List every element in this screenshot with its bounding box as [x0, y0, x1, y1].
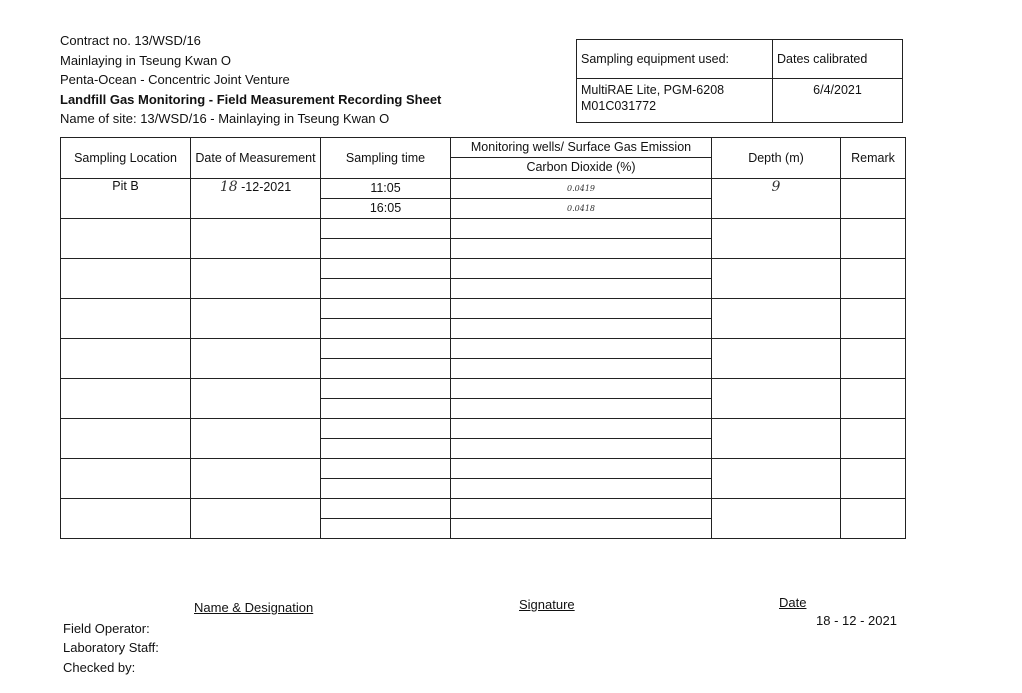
cell-time: [321, 499, 451, 539]
cell-co2: [451, 219, 712, 259]
cell-remark: [841, 219, 906, 259]
cell-co2-1: [451, 339, 711, 359]
table-row: [61, 299, 906, 339]
signature-heading: Signature: [519, 597, 575, 612]
cell-date: [191, 499, 321, 539]
equipment-model-cell: [577, 79, 773, 123]
contractor-name: Penta-Ocean - Concentric Joint Venture: [60, 72, 290, 87]
header-depth: Depth (m): [712, 138, 841, 179]
cell-remark: [841, 179, 906, 219]
cell-time: [321, 299, 451, 339]
date-heading: Date: [779, 595, 807, 610]
cell-date: [191, 299, 321, 339]
cell-time-2: [321, 519, 450, 538]
cell-time: [321, 219, 451, 259]
cell-time-1: [321, 379, 450, 399]
table-row: [61, 459, 906, 499]
cell-date-rest: -12-2021: [241, 180, 292, 194]
cell-co2-2: [451, 519, 711, 538]
cell-date: [191, 179, 321, 219]
cell-co2-1: [451, 379, 711, 399]
equipment-table: [576, 39, 903, 123]
cell-depth: [712, 219, 841, 259]
table-row: [61, 499, 906, 539]
footer-date-value: 18 - 12 - 2021: [816, 613, 897, 628]
cell-location: [61, 299, 191, 339]
header-sampling-location: Sampling Location: [61, 138, 191, 179]
equipment-serial: M01C031772: [581, 99, 657, 113]
laboratory-staff-label: Laboratory Staff:: [63, 640, 159, 655]
table-row: [61, 219, 906, 259]
cell-time-1: [321, 499, 450, 519]
cell-date: [191, 339, 321, 379]
cell-location: [61, 459, 191, 499]
cell-time: [321, 339, 451, 379]
header-date-of-measurement: Date of Measurement: [191, 138, 321, 179]
header-monitoring-wells: Monitoring wells/ Surface Gas Emission: [470, 140, 692, 154]
field-operator-label: Field Operator:: [63, 621, 150, 636]
cell-co2-2: 0.0418: [567, 204, 595, 213]
measurement-table: [60, 137, 906, 539]
cell-time-1: [321, 299, 450, 319]
cell-date: [191, 259, 321, 299]
cell-co2-2: [451, 439, 711, 458]
cell-depth: 9: [712, 179, 841, 219]
cell-time-2: [321, 399, 450, 418]
cell-co2-1: [451, 259, 711, 279]
cell-time: [321, 459, 451, 499]
cell-co2: [451, 499, 712, 539]
document-header: [60, 31, 441, 129]
cell-co2-2: [451, 319, 711, 338]
cell-time-2: [321, 479, 450, 498]
cell-depth: [712, 259, 841, 299]
cell-time-2: [321, 359, 450, 378]
calibration-date: 6/4/2021: [773, 79, 903, 123]
cell-location: [61, 419, 191, 459]
cell-time: [321, 179, 451, 219]
cell-remark: [841, 299, 906, 339]
cell-co2-2: [451, 239, 711, 258]
cell-depth: [712, 339, 841, 379]
cell-co2-2: [451, 359, 711, 378]
cell-remark: [841, 459, 906, 499]
table-row: [61, 379, 906, 419]
project-name: Mainlaying in Tseung Kwan O: [60, 52, 232, 68]
cell-time-2: [321, 239, 450, 258]
cell-co2: [451, 179, 712, 219]
cell-time: [321, 259, 451, 299]
header-remark: Remark: [841, 138, 906, 179]
cell-date-day: 18: [219, 179, 238, 195]
cell-time-2: [321, 279, 450, 298]
cell-location: [61, 219, 191, 259]
cell-location: [61, 339, 191, 379]
cell-co2: [451, 459, 712, 499]
cell-remark: [841, 379, 906, 419]
header-monitoring-group: [451, 138, 712, 179]
cell-co2: [451, 419, 712, 459]
cell-remark: [841, 499, 906, 539]
name-designation-heading: Name & Designation: [194, 600, 314, 615]
cell-time-1: 11:05: [321, 179, 450, 199]
table-row: [61, 339, 906, 379]
cell-date: [191, 219, 321, 259]
equipment-model: MultiRAE Lite, PGM-6208: [581, 83, 725, 97]
cell-co2: [451, 259, 712, 299]
cell-co2: [451, 339, 712, 379]
cell-depth: [712, 379, 841, 419]
table-row: [61, 179, 906, 219]
cell-depth: [712, 459, 841, 499]
cell-location: [61, 379, 191, 419]
checked-by-label: Checked by:: [63, 660, 136, 675]
cell-co2-2: [451, 279, 711, 298]
cell-date: [191, 459, 321, 499]
cell-location: [61, 499, 191, 539]
header-carbon-dioxide: Carbon Dioxide (%): [451, 157, 711, 177]
cell-location: [61, 259, 191, 299]
cell-date: [191, 379, 321, 419]
cell-time-1: [321, 459, 450, 479]
cell-remark: [841, 419, 906, 459]
equipment-used-label: Sampling equipment used:: [577, 40, 773, 79]
dates-calibrated-label: Dates calibrated: [773, 40, 903, 79]
cell-time: [321, 379, 451, 419]
cell-remark: [841, 259, 906, 299]
contract-number: Contract no. 13/WSD/16: [60, 33, 201, 48]
cell-co2: [451, 379, 712, 419]
cell-co2: [451, 299, 712, 339]
cell-depth: [712, 419, 841, 459]
cell-depth: [712, 499, 841, 539]
cell-time: [321, 419, 451, 459]
cell-location: Pit B: [61, 179, 191, 219]
cell-time-1: [321, 339, 450, 359]
sheet-title: Landfill Gas Monitoring - Field Measurement Recording Sheet: [60, 91, 442, 107]
cell-time-2: [321, 439, 450, 458]
cell-time-1: [321, 419, 450, 439]
cell-time-1: [321, 259, 450, 279]
table-row: [61, 419, 906, 459]
header-sampling-time: Sampling time: [321, 138, 451, 179]
cell-co2-1: [451, 219, 711, 239]
cell-remark: [841, 339, 906, 379]
cell-time-2: [321, 319, 450, 338]
cell-time-2: 16:05: [369, 201, 402, 215]
cell-co2-2: [451, 399, 711, 418]
table-row: [61, 259, 906, 299]
cell-co2-1: [451, 499, 711, 519]
cell-co2-2: [451, 479, 711, 498]
cell-date: [191, 419, 321, 459]
cell-co2-1: 0.0419: [451, 179, 711, 199]
cell-depth: [712, 299, 841, 339]
cell-co2-1: [451, 419, 711, 439]
site-name: Name of site: 13/WSD/16 - Mainlaying in Tseung Kwan O: [60, 111, 390, 126]
cell-co2-1: [451, 299, 711, 319]
cell-time-1: [321, 219, 450, 239]
cell-co2-1: [451, 459, 711, 479]
